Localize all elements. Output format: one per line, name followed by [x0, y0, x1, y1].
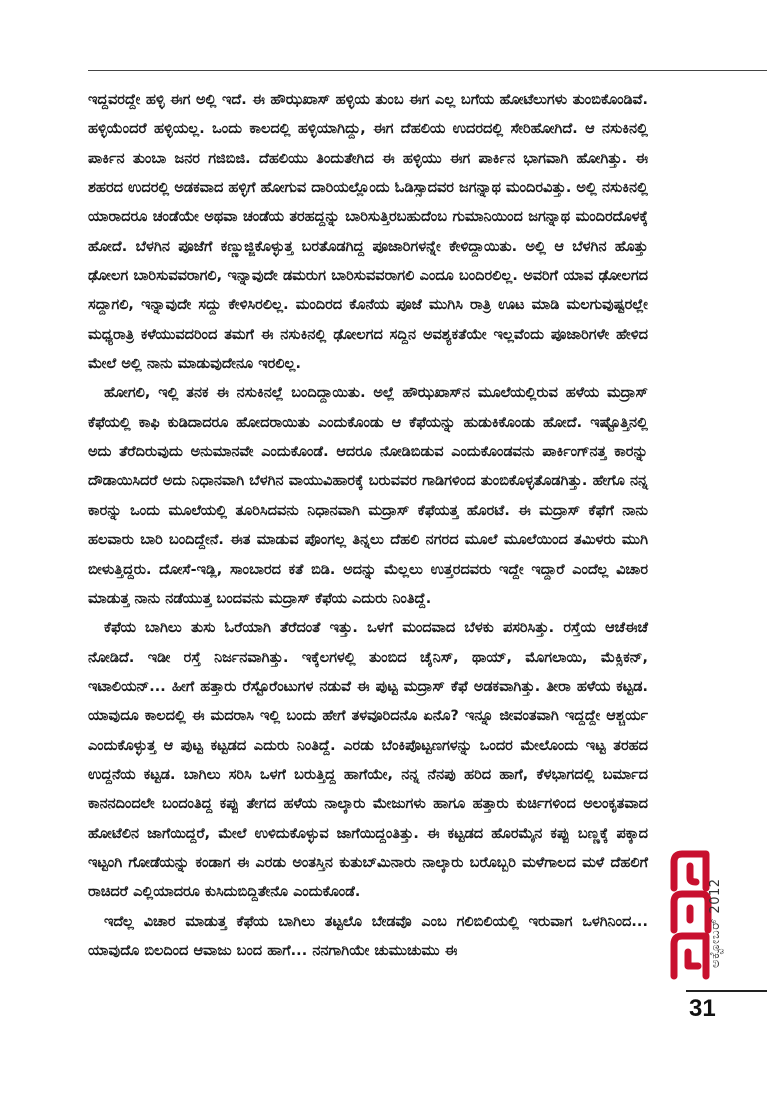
paragraph: ಹೋಗಲಿ, ಇಲ್ಲಿ ತನಕ ಈ ನಸುಕಿನಲ್ಲೆ ಬಂದಿದ್ದಾಯಿತು. ಅಲ್ಲೆ ಹೌಝಖಾಸ್‌ನ ಮೂಲೆಯಲ್ಲಿರುವ ಹಳೆಯ ಮದ್ರಾಸ್ ಕೆಫೆಯಲ್ಲಿ ಕಾಫಿ ಕುಡಿದಾದರೂ ಹೋದರಾಯಿತು ಎಂದುಕೊಂಡು ಆ ಕೆಫೆಯನ್ನು ಹುಡುಕಿಕೊಂಡು ಹೋದೆ. ಇಷ್ಟೊತ್ತಿನಲ್ಲಿ ಅದು ತೆರೆದಿರುವುದು ಅನುಮಾನವೇ ಎಂದುಕೊಂಡೆ. ಆದರೂ ನೋಡಿಬಿಡುವ ಎಂದುಕೊಂಡವನು ಪಾರ್ಕಿಂಗ್‌ನತ್ತ ಕಾರನ್ನು ದೌಡಾಯಿಸಿದರೆ ಅದು ನಿಧಾನವಾಗಿ ಬೆಳಗಿನ ವಾಯುವಿಹಾರಕ್ಕೆ ಬರುವವರ ಗಾಡಿಗಳಿಂದ ತುಂಬಿಕೊಳ್ಳತೊಡಗಿತ್ತು. ಹೇಗೊ ನನ್ನ ಕಾರನ್ನು ಒಂದು ಮೂಲೆಯಲ್ಲಿ ತೂರಿಸಿದವನು ನಿಧಾನವಾಗಿ ಮದ್ರಾಸ್ ಕೆಫೆಯತ್ತ ಹೊರಟೆ. ಈ ಮದ್ರಾಸ್ ಕೆಫೆಗೆ ನಾನು ಹಲವಾರು ಬಾರಿ ಬಂದಿದ್ದೇನೆ. ಈತ ಮಾಡುವ ಪೊಂಗಲ್ಲ ತಿನ್ನಲು ದೆಹಲಿ ನಗರದ ಮೂಲೆ ಮೂಲೆಯಿಂದ ತಮಿಳರು ಮುಗಿ ಬೀಳುತ್ತಿದ್ದರು. ದೋಸೆ-ಇಡ್ಲಿ, ಸಾಂಬಾರದ ಕತೆ ಬಿಡಿ. ಅದನ್ನು ಮೆಲ್ಲಲು ಉತ್ತರದವರು ಇದ್ದೇ ಇದ್ದಾರೆ ಎಂದೆಲ್ಲ ವಿಚಾರ ಮಾಡುತ್ತ ನಾನು ನಡೆಯುತ್ತ ಬಂದವನು ಮದ್ರಾಸ್ ಕೆಫೆಯ ಎದುರು ನಿಂತಿದ್ದೆ.	[88, 385, 648, 607]
paragraph: ಇದೆಲ್ಲ ವಿಚಾರ ಮಾಡುತ್ತ ಕೆಫೆಯ ಬಾಗಿಲು ತಟ್ಟಲೊ ಬೇಡವೊ ಎಂಬ ಗಲಿಬಿಲಿಯಲ್ಲಿ ಇರುವಾಗ ಒಳಗಿನಿಂದ... ಯಾವುದೊ ಬಿಲದಿಂದ ಆವಾಜು ಬಂದ ಹಾಗೆ... ನನಗಾಗಿಯೇ ಚುಮುಚುಮು ಈ	[88, 913, 648, 959]
magazine-sidebar	[668, 784, 738, 984]
article-body	[88, 86, 648, 966]
header-rule	[88, 70, 767, 71]
issue-date: ಅಕ್ಟೋಬರ್ 2012	[708, 878, 723, 968]
paragraph: ಕೆಫೆಯ ಬಾಗಿಲು ತುಸು ಓರೆಯಾಗಿ ತೆರೆದಂತೆ ಇತ್ತು. ಒಳಗೆ ಮಂದವಾದ ಬೆಳಕು ಪಸರಿಸಿತ್ತು. ರಸ್ತೆಯ ಆಚೆಈಚೆ ನೋಡಿದೆ. ಇಡೀ ರಸ್ತೆ ನಿರ್ಜನವಾಗಿತ್ತು. ಇಕ್ಕೆಲಗಳಲ್ಲಿ ತುಂಬಿದ ಚೈನಿಸ್, ಥಾಯ್, ಮೊಗಲಾಯಿ, ಮೆಕ್ಸಿಕನ್, ಇಟಾಲಿಯನ್... ಹೀಗೆ ಹತ್ತಾರು ರೆಸ್ಟೊರೆಂಟುಗಳ ನಡುವೆ ಈ ಪುಟ್ಟ ಮದ್ರಾಸ್ ಕೆಫೆ ಅಡಕವಾಗಿತ್ತು. ತೀರಾ ಹಳೆಯ ಕಟ್ಟಡ. ಯಾವುದೂ ಕಾಲದಲ್ಲಿ ಈ ಮದರಾಸಿ ಇಲ್ಲಿ ಬಂದು ಹೇಗೆ ತಳವೂರಿದನೊ ಏನೊ? ಇನ್ನೂ ಜೀವಂತವಾಗಿ ಇದ್ದದ್ದೇ ಆಶ್ಚರ್ಯ ಎಂದುಕೊಳ್ಳುತ್ತ ಆ ಪುಟ್ಟ ಕಟ್ಟಡದ ಎದುರು ನಿಂತಿದ್ದೆ. ಎರಡು ಬೆಂಕಿಪೊಟ್ಟಣಗಳನ್ನು ಒಂದರ ಮೇಲೊಂದು ಇಟ್ಟ ತರಹದ ಉದ್ದನೆಯ ಕಟ್ಟಡ. ಬಾಗಿಲು ಸರಿಸಿ ಒಳಗೆ ಬರುತ್ತಿದ್ದ ಹಾಗೆಯೇ, ನನ್ನ ನೆನಪು ಹರಿದ ಹಾಗೆ, ಕೆಳಭಾಗದಲ್ಲಿ ಬರ್ಮಾದ ಕಾನನದಿಂದಲೇ ಬಂದಂತಿದ್ದ ಕಪ್ಪು ತೇಗದ ಹಳೆಯ ನಾಲ್ಕಾರು ಮೇಜುಗಳು ಹಾಗೂ ಹತ್ತಾರು ಕುರ್ಚಿಗಳಿಂದ ಅಲಂಕೃತವಾದ ಹೋಟೆಲಿನ ಜಾಗೆಯಿದ್ದರೆ, ಮೇಲೆ ಉಳಿದುಕೊಳ್ಳುವ ಜಾಗೆಯಿದ್ದಂತಿತ್ತು. ಈ ಕಟ್ಟಡದ ಹೊರಮೈನ ಕಪ್ಪು ಬಣ್ಣಕ್ಕೆ ಪಕ್ಕಾದ ಇಟ್ಟಂಗಿ ಗೋಡೆಯನ್ನು ಕಂಡಾಗ ಈ ಎರಡು ಅಂತಸ್ತಿನ ಕುತುಬ್‌ಮಿನಾರು ನಾಲ್ಕಾರು ಬರೊಬ್ಬರಿ ಮಳೆಗಾಲದ ಮಳೆ ದೆಹಲಿಗೆ ರಾಚಿದರೆ ಎಲ್ಲಿಯಾದರೂ ಕುಸಿದುಬಿದ್ದಿತೇನೊ ಎಂದುಕೊಂಡೆ.	[88, 620, 648, 901]
footer-rule	[686, 990, 767, 992]
page-number: 31	[689, 995, 716, 1022]
paragraph: ಇದ್ದವರದ್ದೇ ಹಳ್ಳಿ ಈಗ ಅಲ್ಲಿ ಇದೆ. ಈ ಹೌಝಖಾಸ್ ಹಳ್ಳಿಯ ತುಂಬ ಈಗ ಎಲ್ಲ ಬಗೆಯ ಹೋಟೆಲುಗಳು ತುಂಬಿಕೊಂಡಿವೆ. ಹಳ್ಳಿಯೆಂದರೆ ಹಳ್ಳಿಯಲ್ಲ. ಒಂದು ಕಾಲದಲ್ಲಿ ಹಳ್ಳಿಯಾಗಿದ್ದು, ಈಗ ದೆಹಲಿಯ ಉದರದಲ್ಲಿ ಸೇರಿಹೋಗಿದೆ. ಆ ನಸುಕಿನಲ್ಲಿ ಪಾರ್ಕಿನ ತುಂಬಾ ಜನರ ಗಜಿಬಿಜಿ. ದೆಹಲಿಯು ತಿಂದುತೇಗಿದ ಈ ಹಳ್ಳಿಯು ಈಗ ಪಾರ್ಕಿನ ಭಾಗವಾಗಿ ಹೋಗಿತ್ತು. ಈ ಶಹರದ ಉದರಲ್ಲಿ ಅಡಕವಾದ ಹಳ್ಳಿಗೆ ಹೋಗುವ ದಾರಿಯಲ್ಲೊಂದು ಓಡಿಸ್ಸಾದವರ ಜಗನ್ನಾಥ ಮಂದಿರವಿತ್ತು. ಅಲ್ಲಿ ನಸುಕಿನಲ್ಲಿ ಯಾರಾದರೂ ಚಂಡೆಯೇ ಅಥವಾ ಚಂಡೆಯ ತರಹದ್ದನ್ನು ಬಾರಿಸುತ್ತಿರಬಹುದೆಂಬ ಗುಮಾನಿಯಿಂದ ಜಗನ್ನಾಥ ಮಂದಿರದೊಳಕ್ಕೆ ಹೋದೆ. ಬೆಳಗಿನ ಪೂಜೆಗೆ ಕಣ್ಣುಜ್ಜಿಕೊಳ್ಳುತ್ತ ಬರತೊಡಗಿದ್ದ ಪೂಜಾರಿಗಳನ್ನೇ ಕೇಳಿದ್ದಾಯಿತು. ಅಲ್ಲಿ ಆ ಬೆಳಗಿನ ಹೊತ್ತು ಢೋಲಗ ಬಾರಿಸುವವರಾಗಲಿ, ಇನ್ನಾವುದೇ ಡಮರುಗ ಬಾರಿಸುವವರಾಗಲಿ ಎಂದೂ ಬಂದಿರಲಿಲ್ಲ. ಅವರಿಗೆ ಯಾವ ಢೋಲಗದ ಸದ್ದಾಗಲಿ, ಇನ್ನಾವುದೇ ಸದ್ದು ಕೇಳಿಸಿರಲಿಲ್ಲ. ಮಂದಿರದ ಕೊನೆಯ ಪೂಜೆ ಮುಗಿಸಿ ರಾತ್ರಿ ಊಟ ಮಾಡಿ ಮಲಗುವುಷ್ಟರಲ್ಲೇ ಮಧ್ಯರಾತ್ರಿ ಕಳೆಯುವದರಿಂದ ತಮಗೆ ಈ ನಸುಕಿನಲ್ಲಿ ಢೋಲಗದ ಸದ್ದಿನ ಅವಶ್ಯಕತೆಯೇ ಇಲ್ಲವೆಂದು ಪೂಜಾರಿಗಳೇ ಹೇಳಿದ ಮೇಲೆ ಅಲ್ಲಿ ನಾನು ಮಾಡುವುದೇನೂ ಇರಲಿಲ್ಲ.	[88, 92, 648, 373]
